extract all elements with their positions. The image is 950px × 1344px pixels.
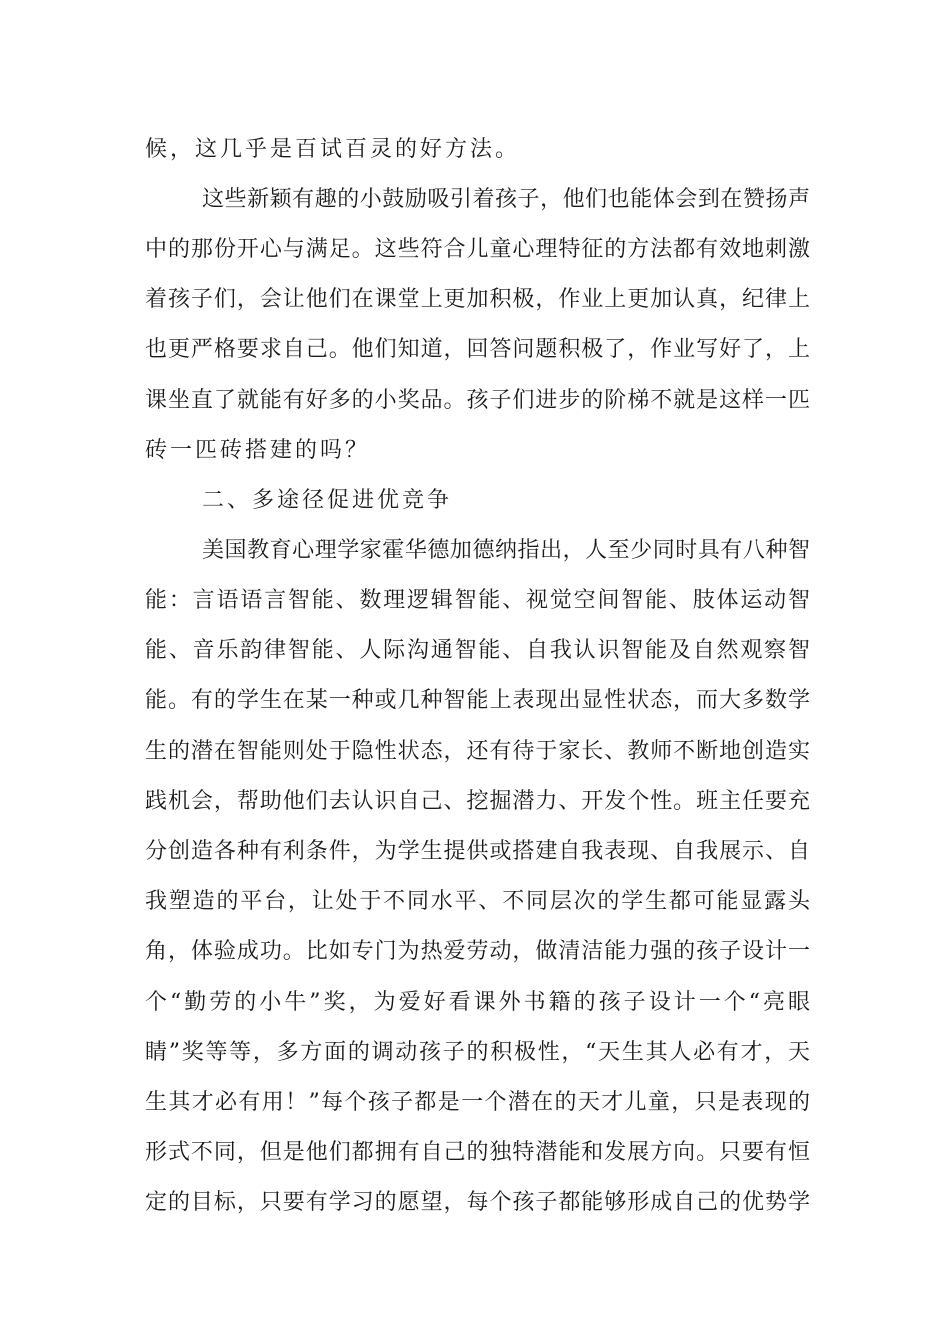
text-line-17: 角，体验成功。比如专门为热爱劳动，做清洁能力强的孩子设计一 [145, 939, 810, 964]
text-line-11: 能、音乐韵律智能、人际沟通智能、自我认识智能及自然观察智 [145, 638, 810, 663]
text-line-14: 践机会，帮助他们去认识自己、挖掘潜力、开发个性。班主任要充 [145, 789, 810, 814]
text-line-20: 生其才必有用！”每个孩子都是一个潜在的天才儿童，只是表现的 [145, 1090, 810, 1115]
text-line-13: 生的潜在智能则处于隐性状态，还有待于家长、教师不断地创造实 [145, 739, 810, 764]
text-line-12: 能。有的学生在某一种或几种智能上表现出显性状态，而大多数学 [145, 688, 810, 713]
section-heading: 二、多途径促进优竞争 [202, 488, 453, 513]
text-line-15: 分创造各种有利条件，为学生提供或搭建自我表现、自我展示、自 [145, 839, 810, 864]
text-line-3: 中的那份开心与满足。这些符合儿童心理特征的方法都有效地刺激 [145, 237, 810, 262]
text-line-21: 形式不同，但是他们都拥有自己的独特潜能和发展方向。只要有恒 [145, 1140, 810, 1165]
text-line-16: 我塑造的平台，让处于不同水平、不同层次的学生都可能显露头 [145, 889, 810, 914]
text-line-2: 这些新颖有趣的小鼓励吸引着孩子，他们也能体会到在赞扬声 [202, 187, 810, 212]
text-line-9: 美国教育心理学家霍华德加德纳指出，人至少同时具有八种智 [202, 538, 810, 563]
text-line-10: 能：言语语言智能、数理逻辑智能、视觉空间智能、肢体运动智 [145, 588, 810, 613]
text-line-6: 课坐直了就能有好多的小奖品。孩子们进步的阶梯不就是这样一匹 [145, 388, 810, 413]
text-line-22: 定的目标，只要有学习的愿望，每个孩子都能够形成自己的优势学 [145, 1190, 810, 1215]
text-line-1: 候，这几乎是百试百灵的好方法。 [145, 137, 521, 162]
text-line-19: 睛”奖等等，多方面的调动孩子的积极性，“天生其人必有才，天 [145, 1040, 810, 1065]
text-line-7: 砖一匹砖搭建的吗？ [145, 438, 371, 463]
text-line-18: 个“勤劳的小牛”奖，为爱好看课外书籍的孩子设计一个“亮眼 [145, 990, 810, 1015]
text-line-5: 也更严格要求自己。他们知道，回答问题积极了，作业写好了，上 [145, 337, 810, 362]
text-line-4: 着孩子们，会让他们在课堂上更加积极，作业上更加认真，纪律上 [145, 287, 810, 312]
